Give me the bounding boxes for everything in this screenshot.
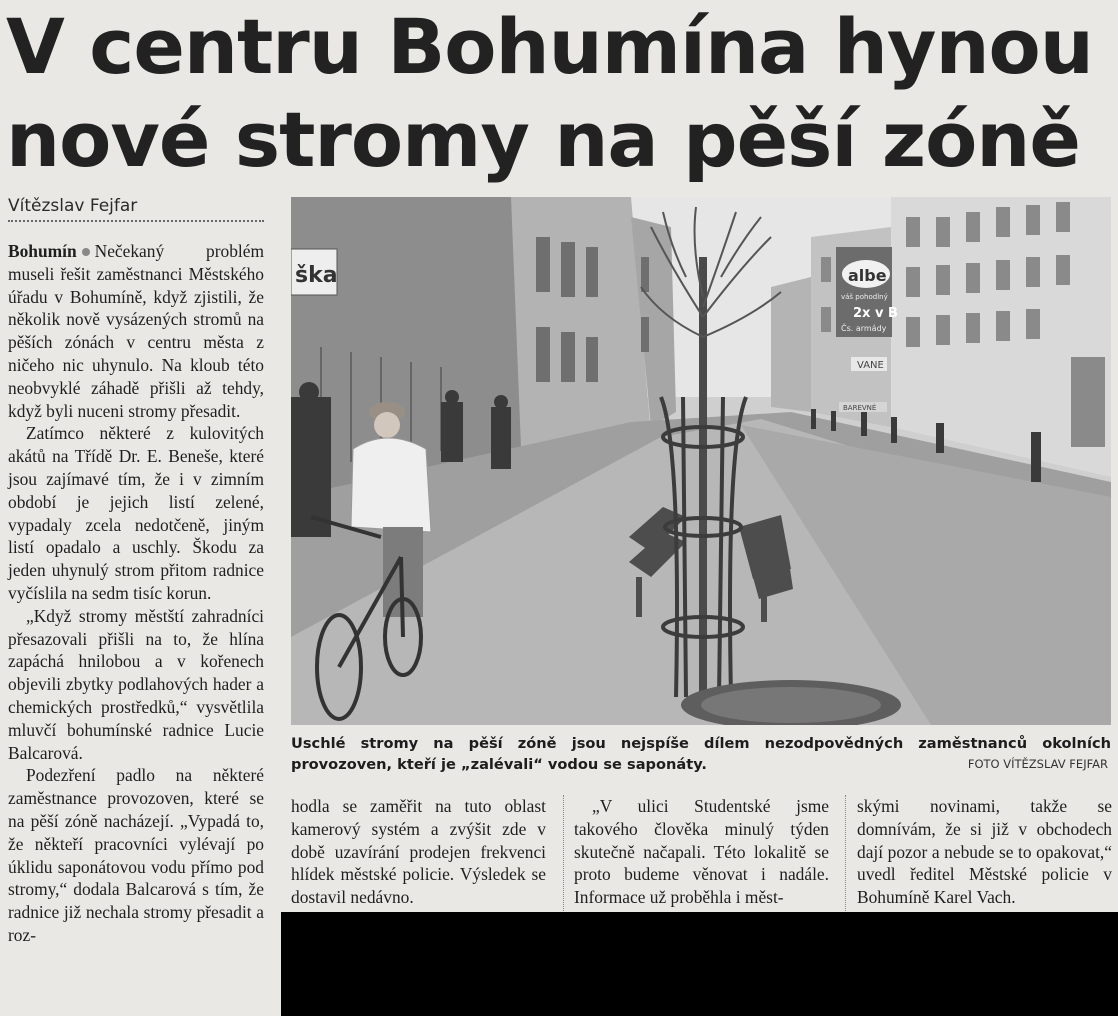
article-paragraph-4: Podezření padlo na některé zaměstnance provozoven, které se na pěší zóně nacházejí. „Vypadá to, že někteří pracovníci vylévají po úklidu saponátovou vodu přímo pod stromy,“ dodala Balcarová s tím, že radnice již nechala stromy přesadit a roz- xyxy=(8,765,264,945)
paragraph-1-text: Nečekaný problém museli řešit zaměstnanci Městského úřadu v Bohumíně, když zjistili, že několik nově vysázených stromů na pěších zónách v centru města z ničeho nic uhynulo. Na kloub této neobvyklé záhadě přišli až tehdy, když byli nuceni stromy přesadit. xyxy=(8,241,264,421)
dateline-place: Bohumín xyxy=(8,241,77,261)
article-column-4-text: skými novinami, takže se domnívám, že si již v obchodech dají pozor a nebude se to opakovat,“ uvedl ředitel Městské policie v Bohumíně Karel Vach. xyxy=(857,796,1112,908)
photo-sign-vane: VANE xyxy=(857,360,884,371)
headline-line-1: V centru Bohumína hynou xyxy=(6,2,1093,91)
street-photo xyxy=(291,197,1111,725)
article-paragraph-2: Zatímco některé z kulovitých akátů na Třídě Dr. E. Beneše, které jsou zajímavé tím, že i v zimním období je jejich listí zelené, vypadaly zcela nedotčeně, jiným listí opadalo a uschly. Škodu za jeden uhynulý strom přitom radnice vyčíslila na sedm tisíc korun. xyxy=(8,423,264,603)
black-redaction-block xyxy=(281,912,1118,1016)
column-divider xyxy=(563,795,564,911)
byline: Vítězslav Fejfar xyxy=(8,196,264,222)
bullet-dot-icon xyxy=(82,248,90,256)
photo-credit: FOTO VÍTĚZSLAV FEJFAR xyxy=(967,757,1108,771)
article-column-2 xyxy=(291,795,546,909)
article-paragraph-1 xyxy=(8,240,264,422)
photo-sign-barevne: BAREVNÉ xyxy=(843,404,877,412)
headline-line-2: nové stromy na pěší zóně xyxy=(6,95,1080,184)
article-column-3-text: „V ulici Studentské jsme takového člověka minulý týden skutečně načapali. Této lokalitě se proto budeme věnovat i nadále. Informace už proběhla i měst- xyxy=(574,796,829,908)
photo-sign-albe: albe xyxy=(848,266,887,285)
photo-caption: Uschlé stromy na pěší zóně jsou nejspíše dílem nezodpovědných zaměstnanců okolních provozoven, kteří je „zalévali“ vodou se saponáty. xyxy=(291,735,1111,773)
article-paragraph-3: „Když stromy městští zahradníci přesazovali přišli na to, že hlína zapáchá hnilobou a v kořenech objevili zbytky podlahových hader a chemických prostředků,“ vysvětlila mluvčí bohumínské radnice Lucie Balcarová. xyxy=(8,605,264,763)
article-column-3 xyxy=(574,795,829,909)
headline xyxy=(6,0,1114,186)
photo-sign-left: ška xyxy=(295,263,338,288)
article-column-2-text: hodla se zaměřit na tuto oblast kamerový systém a zvýšit zde v době uzavírání prodejen frekvenci hlídek městské policie. Výsledek se dostavil nedávno. xyxy=(291,796,546,908)
photo-sign-albe-2: váš pohodlný xyxy=(841,293,888,301)
article-column-1 xyxy=(8,240,264,947)
photo-sign-albe-4: Čs. armády xyxy=(841,324,887,333)
article-column-4 xyxy=(857,795,1112,909)
photo-sign-albe-3: 2x v B xyxy=(853,306,898,321)
column-divider xyxy=(845,795,846,911)
street-photo-illustration xyxy=(291,197,1111,725)
